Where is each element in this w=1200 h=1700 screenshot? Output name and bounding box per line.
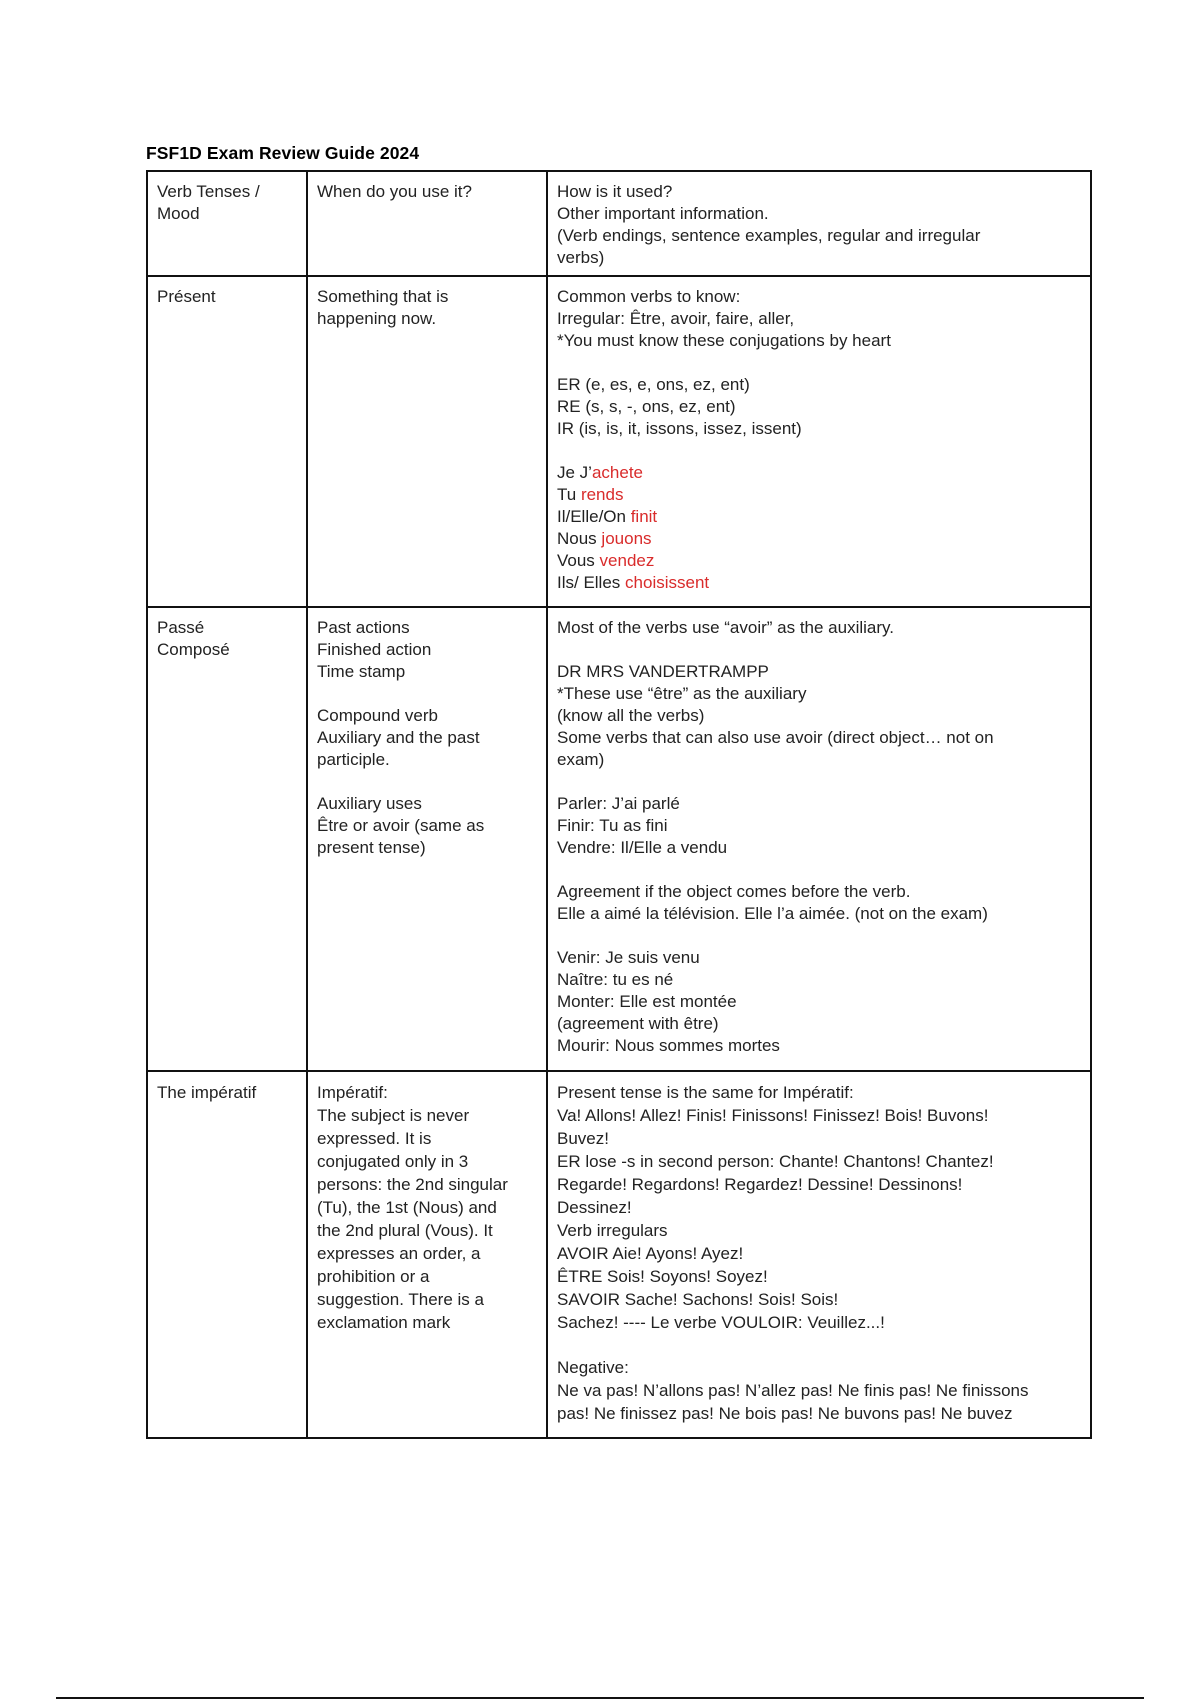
passe-when-line: participle. — [317, 750, 390, 769]
passe-how-line: Agreement if the object comes before the verb. — [557, 882, 911, 901]
imperatif-how-line: AVOIR Aie! Ayons! Ayez! — [557, 1244, 744, 1263]
spacer — [317, 683, 536, 705]
imperatif-how-line: Dessinez! — [557, 1198, 632, 1217]
spacer — [557, 771, 1080, 793]
present-tense-label: Présent — [157, 287, 216, 306]
passe-when-line: Time stamp — [317, 662, 406, 681]
present-example — [557, 550, 1080, 572]
imperatif-when-line: the 2nd plural (Vous). It — [317, 1221, 493, 1240]
imperatif-tense-label: The impératif — [157, 1083, 257, 1102]
imperatif-how-line: ÊTRE Sois! Soyons! Soyez! — [557, 1267, 768, 1286]
imperatif-how-line: Regarde! Regardons! Regardez! Dessine! Dessinons! — [557, 1175, 963, 1194]
passe-how-line: Parler: J’ai parlé — [557, 794, 680, 813]
header-how-cell — [547, 171, 1091, 276]
header-tense-line: Verb Tenses / — [157, 182, 260, 201]
header-tense-line: Mood — [157, 204, 200, 223]
imperatif-negative-line: Ne va pas! N’allons pas! N’allez pas! Ne finis pas! Ne finissons — [557, 1381, 1029, 1400]
imperatif-when-line: exclamation mark — [317, 1313, 451, 1332]
passe-how-line: Finir: Tu as fini — [557, 816, 668, 835]
example-subject: Ils/ Elles — [557, 573, 626, 592]
passe-when-line: Auxiliary and the past — [317, 728, 480, 747]
present-ending-line: IR (is, is, it, issons, issez, issent) — [557, 419, 802, 438]
passe-how-line: DR MRS VANDERTRAMPP — [557, 662, 769, 681]
passe-when-line: Past actions — [317, 618, 410, 637]
passe-how-line: Vendre: Il/Elle a vendu — [557, 838, 728, 857]
header-how-line: Other important information. — [557, 204, 769, 223]
imperatif-negative-line: Negative: — [557, 1358, 629, 1377]
example-verb: achete — [591, 463, 644, 482]
header-how-line: verbs) — [557, 248, 605, 267]
passe-when-line: Auxiliary uses — [317, 794, 422, 813]
example-subject: Je J’ — [557, 463, 592, 482]
passe-how-line: Monter: Elle est montée — [557, 992, 737, 1011]
page-bottom-rule — [56, 1697, 1144, 1699]
passe-when-line: Être or avoir (same as — [317, 816, 485, 835]
imperatif-when-line: (Tu), the 1st (Nous) and — [317, 1198, 497, 1217]
spacer — [557, 639, 1080, 661]
header-how-line: (Verb endings, sentence examples, regular and irregular — [557, 226, 981, 245]
passe-row — [147, 607, 1091, 1071]
spacer — [317, 771, 536, 793]
passe-how-line: Venir: Je suis venu — [557, 948, 700, 967]
passe-how-line: *These use “être” as the auxiliary — [557, 684, 807, 703]
passe-when-cell — [307, 607, 547, 1071]
imperatif-tense-cell — [147, 1071, 307, 1438]
imperatif-how-cell — [547, 1071, 1091, 1438]
present-tense-cell — [147, 276, 307, 607]
present-ending-line: ER (e, es, e, ons, ez, ent) — [557, 375, 750, 394]
present-when-line: happening now. — [317, 309, 437, 328]
imperatif-when-line: expresses an order, a — [317, 1244, 481, 1263]
present-how-line: Common verbs to know: — [557, 287, 741, 306]
passe-how-line: exam) — [557, 750, 605, 769]
imperatif-row — [147, 1071, 1091, 1438]
present-example — [557, 484, 1080, 506]
imperatif-when-line: suggestion. There is a — [317, 1290, 484, 1309]
passe-tense-cell — [147, 607, 307, 1071]
passe-how-line: Naître: tu es né — [557, 970, 674, 989]
imperatif-when-line: Impératif: — [317, 1083, 388, 1102]
imperatif-how-line: Present tense is the same for Impératif: — [557, 1083, 854, 1102]
header-tense-cell — [147, 171, 307, 276]
passe-when-line: present tense) — [317, 838, 426, 857]
passe-how-line: Most of the verbs use “avoir” as the auxiliary. — [557, 618, 894, 637]
passe-how-line: Mourir: Nous sommes mortes — [557, 1036, 780, 1055]
example-subject: Nous — [557, 529, 602, 548]
present-when-line: Something that is — [317, 287, 449, 306]
present-how-line: Irregular: Être, avoir, faire, aller, — [557, 309, 795, 328]
imperatif-how-line: Buvez! — [557, 1129, 609, 1148]
present-row — [147, 276, 1091, 607]
imperatif-how-line: Sachez! ---- Le verbe VOULOIR: Veuillez...! — [557, 1313, 885, 1332]
spacer — [557, 1334, 1080, 1356]
example-subject: Vous — [557, 551, 600, 570]
spacer — [557, 925, 1080, 947]
passe-how-line: (agreement with être) — [557, 1014, 719, 1033]
header-when-cell — [307, 171, 547, 276]
present-example — [557, 506, 1080, 528]
passe-when-line: Finished action — [317, 640, 432, 659]
present-ending-line: RE (s, s, -, ons, ez, ent) — [557, 397, 736, 416]
review-table — [146, 170, 1092, 1439]
passe-when-line: Compound verb — [317, 706, 438, 725]
present-example — [557, 462, 1080, 484]
imperatif-when-line: expressed. It is — [317, 1129, 432, 1148]
imperatif-negative-line: pas! Ne finissez pas! Ne bois pas! Ne buvons pas! Ne buvez — [557, 1404, 1013, 1423]
document-title: FSF1D Exam Review Guide 2024 — [146, 143, 420, 163]
imperatif-how-line: Verb irregulars — [557, 1221, 668, 1240]
spacer — [557, 440, 1080, 462]
spacer — [557, 352, 1080, 374]
present-how-cell — [547, 276, 1091, 607]
imperatif-when-line: persons: the 2nd singular — [317, 1175, 508, 1194]
example-verb: rends — [580, 485, 624, 504]
imperatif-when-line: conjugated only in 3 — [317, 1152, 469, 1171]
example-verb: vendez — [599, 551, 655, 570]
example-verb: jouons — [601, 529, 652, 548]
passe-how-line: (know all the verbs) — [557, 706, 705, 725]
header-row — [147, 171, 1091, 276]
header-when-line: When do you use it? — [317, 182, 472, 201]
passe-how-cell — [547, 607, 1091, 1071]
present-example — [557, 528, 1080, 550]
header-how-line: How is it used? — [557, 182, 673, 201]
passe-how-line: Some verbs that can also use avoir (direct object… not on — [557, 728, 994, 747]
imperatif-how-line: ER lose -s in second person: Chante! Chantons! Chantez! — [557, 1152, 994, 1171]
present-example — [557, 572, 1080, 594]
example-subject: Tu — [557, 485, 581, 504]
imperatif-how-line: SAVOIR Sache! Sachons! Sois! Sois! — [557, 1290, 839, 1309]
imperatif-when-line: prohibition or a — [317, 1267, 430, 1286]
example-verb: finit — [630, 507, 658, 526]
example-subject: Il/Elle/On — [557, 507, 631, 526]
imperatif-how-line: Va! Allons! Allez! Finis! Finissons! Finissez! Bois! Buvons! — [557, 1106, 989, 1125]
spacer — [557, 859, 1080, 881]
present-how-line: *You must know these conjugations by heart — [557, 331, 891, 350]
imperatif-when-cell — [307, 1071, 547, 1438]
example-verb: choisissent — [625, 573, 710, 592]
passe-tense-line: Composé — [157, 640, 230, 659]
passe-tense-line: Passé — [157, 618, 205, 637]
passe-how-line: Elle a aimé la télévision. Elle l’a aimée. (not on the exam) — [557, 904, 988, 923]
present-when-cell — [307, 276, 547, 607]
imperatif-when-line: The subject is never — [317, 1106, 470, 1125]
